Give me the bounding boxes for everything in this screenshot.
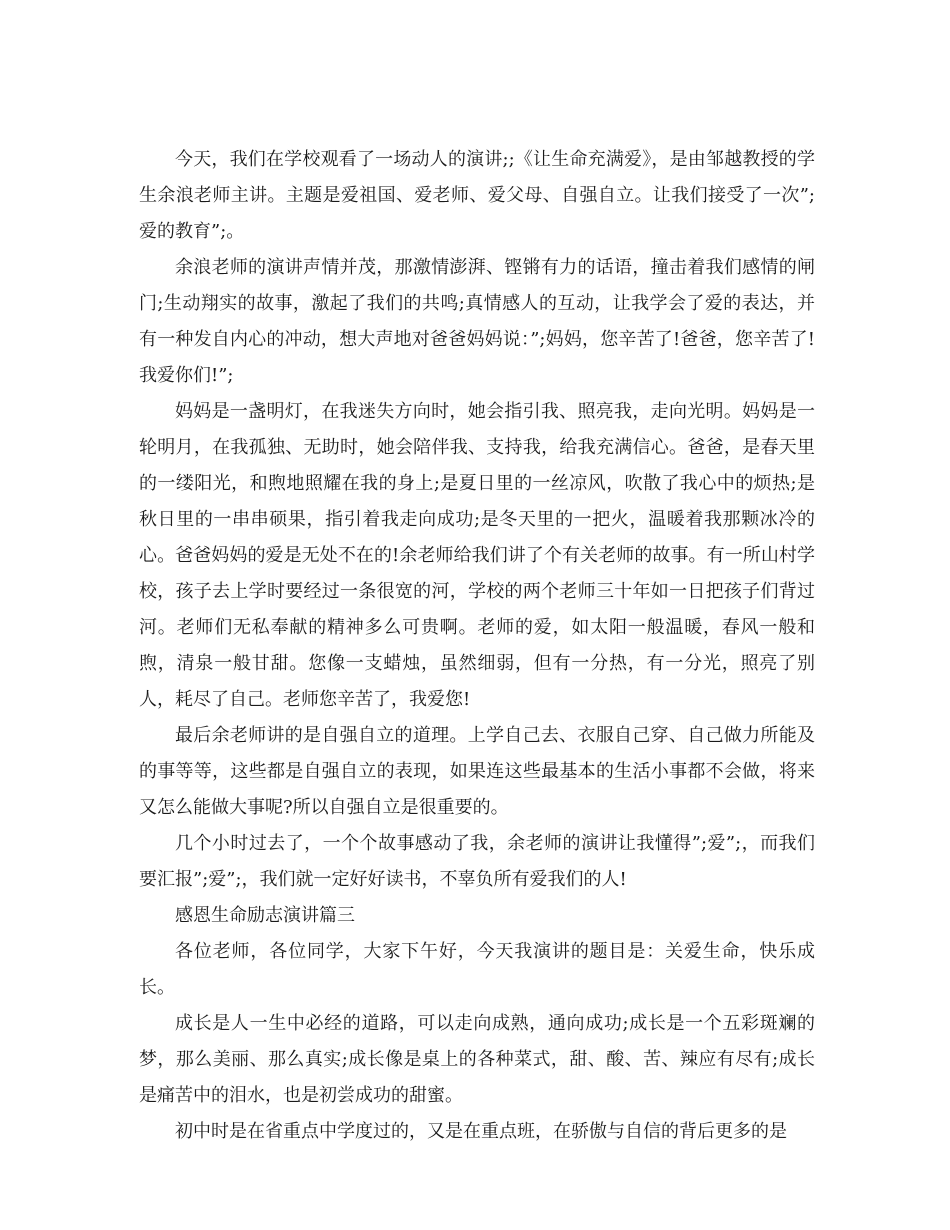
document-body (139, 142, 815, 1150)
paragraph-speech-conclusion: 几个小时过去了，一个个故事感动了我，余老师的演讲让我懂得”;爱”;，而我们要汇报”;爱”;，我们就一定好好读书，不辜负所有爱我们的人! (139, 833, 815, 890)
paragraph-parents-teachers-love: 妈妈是一盏明灯，在我迷失方向时，她会指引我、照亮我，走向光明。妈妈是一轮明月，在我孤独、无助时，她会陪伴我、支持我，给我充满信心。爸爸，是春天里的一缕阳光，和煦地照耀在我的身上;是夏日里的一丝凉风，吹散了我心中的烦热;是秋日里的一串串硕果，指引着我走向成功;是冬天里的一把火，温暖着我那颗冰冷的心。爸爸妈妈的爱是无处不在的!余老师给我们讲了个有关老师的故事。有一所山村学校，孩子去上学时要经过一条很宽的河，学校的两个老师三十年如一日把孩子们背过河。老师们无私奉献的精神多么可贵啊。老师的爱，如太阳一般温暖，春风一般和煦，清泉一般甘甜。您像一支蜡烛，虽然细弱，但有一分热，有一分光，照亮了别人，耗尽了自己。老师您辛苦了，我爱您! (139, 401, 815, 710)
section-heading: 感恩生命励志演讲篇三 (175, 905, 355, 926)
paragraph-speech-impression: 余浪老师的演讲声情并茂，那激情澎湃、铿锵有力的话语，撞击着我们感情的闸门;生动翔实的故事，激起了我们的共鸣;真情感人的互动，让我学会了爱的表达，并有一种发自内心的冲动，想大声地对爸爸妈妈说：”;妈妈，您辛苦了!爸爸，您辛苦了!我爱你们!”; (139, 257, 815, 386)
paragraph-growth: 成长是人一生中必经的道路，可以走向成熟，通向成功;成长是一个五彩斑斓的梦，那么美丽、那么真实;成长像是桌上的各种菜式，甜、酸、苦、辣应有尽有;成长是痛苦中的泪水，也是初尝成功的甜蜜。 (139, 1013, 815, 1106)
paragraph-greeting: 各位老师，各位同学，大家下午好，今天我演讲的题目是：关爱生命，快乐成长。 (139, 941, 815, 998)
paragraph-speech-intro: 今天，我们在学校观看了一场动人的演讲;;《让生命充满爱》，是由邹越教授的学生余浪老师主讲。主题是爱祖国、爱老师、爱父母、自强自立。让我们接受了一次”;爱的教育”;。 (139, 149, 815, 242)
paragraph-self-reliance: 最后余老师讲的是自强自立的道理。上学自己去、衣服自己穿、自己做力所能及的事等等，这些都是自强自立的表现，如果连这些最基本的生活小事都不会做，将来又怎么能做大事呢?所以自强自立是很重要的。 (139, 725, 815, 818)
paragraph-middle-school: 初中时是在省重点中学度过的，又是在重点班，在骄傲与自信的背后更多的是 (175, 1121, 787, 1142)
